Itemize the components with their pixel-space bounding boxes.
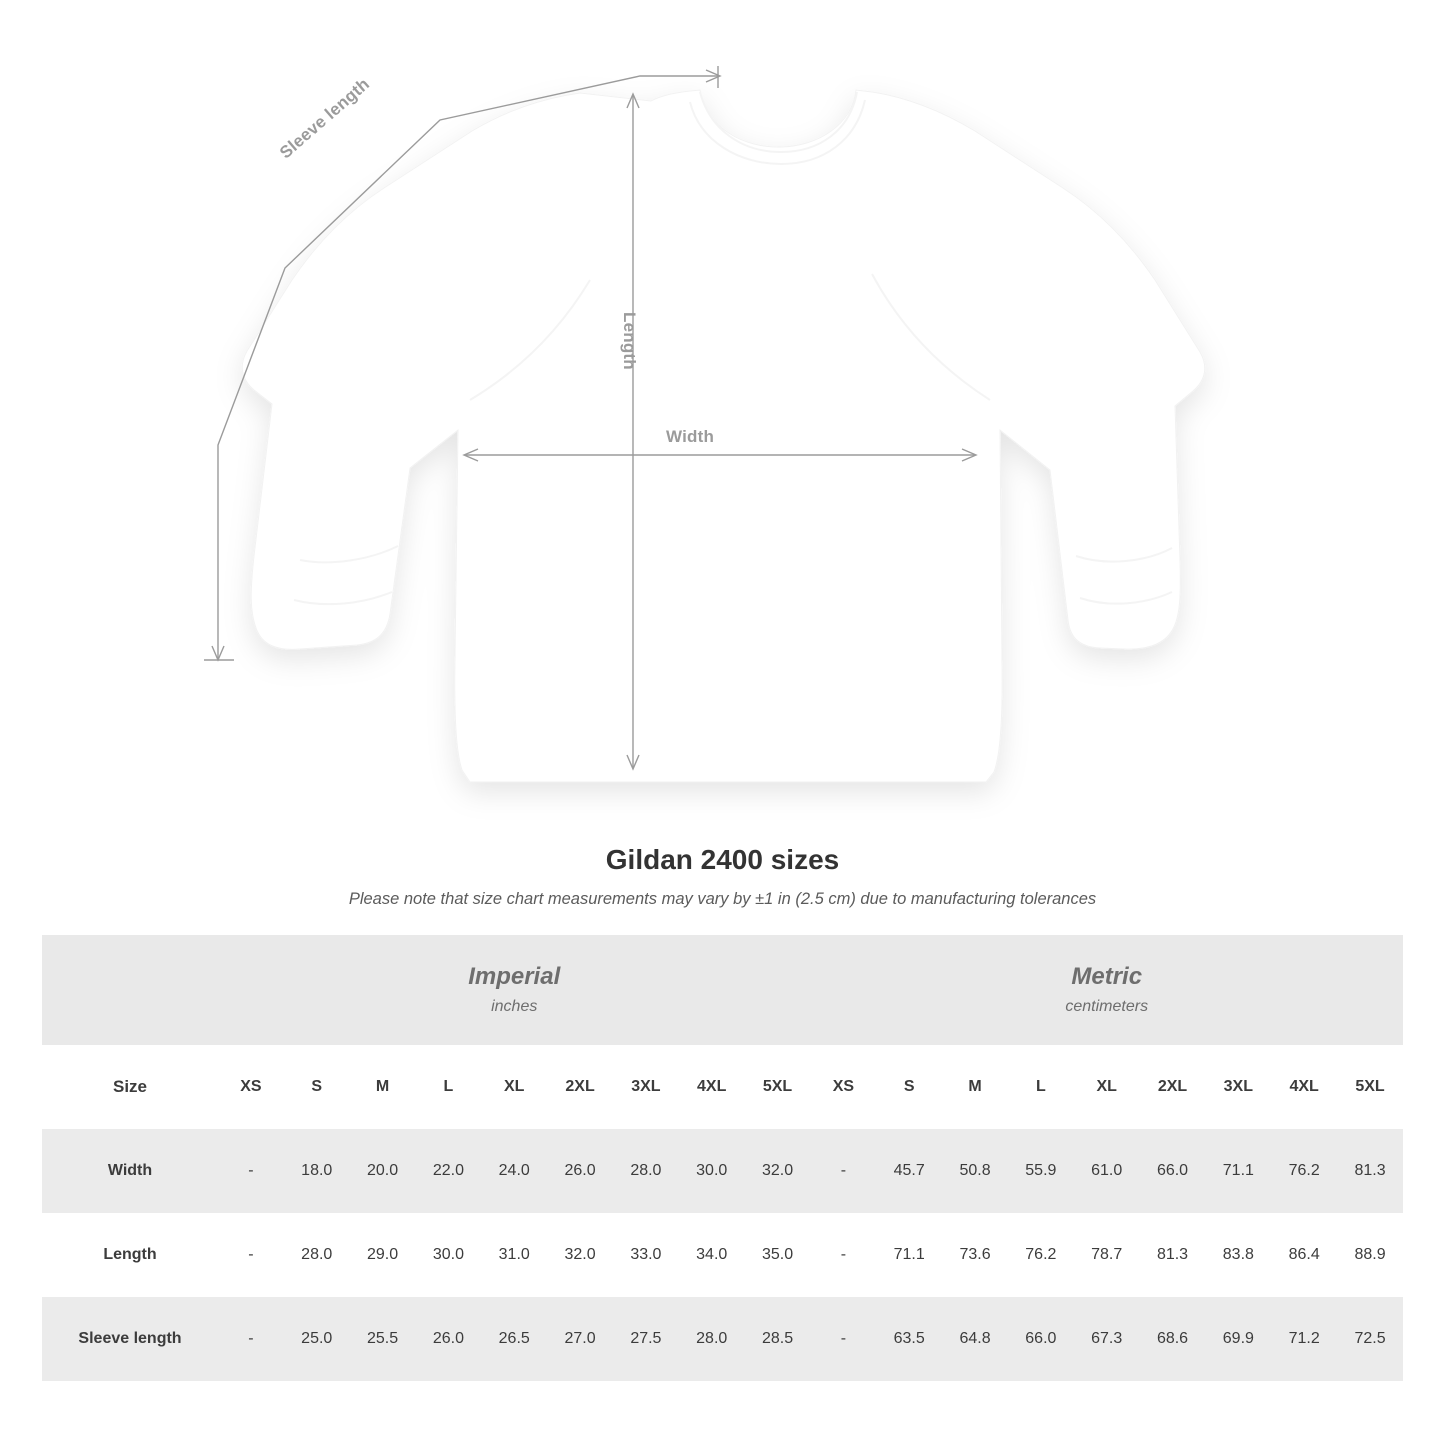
measurement-cell: 34.0	[679, 1213, 745, 1297]
size-column-header: 3XL	[613, 1045, 679, 1129]
measurement-cell: 18.0	[284, 1129, 350, 1213]
measurement-cell: 25.5	[350, 1297, 416, 1381]
measurement-cell: 71.1	[1205, 1129, 1271, 1213]
measurement-cell: 76.2	[1271, 1129, 1337, 1213]
measurement-cell: 27.0	[547, 1297, 613, 1381]
tolerance-note: Please note that size chart measurements may vary by ±1 in (2.5 cm) due to manufacturing tolerances	[348, 890, 1097, 908]
size-column-header: XS	[218, 1045, 284, 1129]
measurement-cell: 45.7	[876, 1129, 942, 1213]
table-row	[42, 1213, 1403, 1297]
measurement-row-label: Sleeve length	[42, 1297, 218, 1381]
measurement-cell: 68.6	[1140, 1297, 1206, 1381]
measurement-row-label: Length	[42, 1213, 218, 1297]
measurement-cell: 76.2	[1008, 1213, 1074, 1297]
measurement-cell: 64.8	[942, 1297, 1008, 1381]
title-block	[0, 844, 1445, 909]
width-label: Width	[666, 427, 715, 446]
unit-group-metric-name: Metric	[1071, 963, 1143, 991]
measurement-cell: 32.0	[745, 1129, 811, 1213]
measurement-cell: 66.0	[1140, 1129, 1206, 1213]
size-column-header: 2XL	[1140, 1045, 1206, 1129]
measurement-cell: 71.2	[1271, 1297, 1337, 1381]
length-label: Length	[620, 312, 639, 370]
measurement-row-label: Width	[42, 1129, 218, 1213]
measurement-cell: 22.0	[415, 1129, 481, 1213]
measurement-cell: 20.0	[350, 1129, 416, 1213]
measurement-cell: -	[810, 1297, 876, 1381]
measurement-cell: 61.0	[1074, 1129, 1140, 1213]
size-column-header: XS	[810, 1045, 876, 1129]
size-column-header: 4XL	[1271, 1045, 1337, 1129]
measurement-cell: 26.0	[547, 1129, 613, 1213]
size-column-header: M	[350, 1045, 416, 1129]
measurement-cell: 28.0	[679, 1297, 745, 1381]
table-row	[42, 1297, 1403, 1381]
size-column-header: XL	[481, 1045, 547, 1129]
measurement-cell: 30.0	[415, 1213, 481, 1297]
measurement-cell: 83.8	[1205, 1213, 1271, 1297]
measurement-cell: -	[218, 1129, 284, 1213]
shirt-shape	[242, 90, 1204, 782]
size-table-wrap	[0, 935, 1445, 1381]
size-header-cell: Size	[42, 1045, 218, 1129]
measurement-cell: 33.0	[613, 1213, 679, 1297]
measurement-cell: 32.0	[547, 1213, 613, 1297]
measurement-cell: 28.0	[284, 1213, 350, 1297]
size-column-header: 3XL	[1205, 1045, 1271, 1129]
measurement-cell: 26.5	[481, 1297, 547, 1381]
size-column-header: L	[415, 1045, 481, 1129]
measurement-cell: 69.9	[1205, 1297, 1271, 1381]
measurement-cell: 78.7	[1074, 1213, 1140, 1297]
measurement-cell: 86.4	[1271, 1213, 1337, 1297]
measurement-cell: 81.3	[1140, 1213, 1206, 1297]
size-column-header: M	[942, 1045, 1008, 1129]
table-row	[42, 1129, 1403, 1213]
measurement-cell: 67.3	[1074, 1297, 1140, 1381]
size-column-header: 4XL	[679, 1045, 745, 1129]
measurement-cell: 55.9	[1008, 1129, 1074, 1213]
unit-group-imperial	[218, 935, 810, 1045]
measurement-cell: -	[218, 1297, 284, 1381]
unit-group-row	[42, 935, 1403, 1045]
size-column-header: L	[1008, 1045, 1074, 1129]
measurement-cell: -	[810, 1129, 876, 1213]
measurement-cell: 29.0	[350, 1213, 416, 1297]
size-chart-table	[42, 935, 1403, 1381]
measurement-cell: 30.0	[679, 1129, 745, 1213]
table-header-row	[42, 1045, 1403, 1129]
unit-group-metric	[810, 935, 1403, 1045]
measurement-cell: 72.5	[1337, 1297, 1403, 1381]
size-column-header: S	[284, 1045, 350, 1129]
measurement-cell: 66.0	[1008, 1297, 1074, 1381]
unit-row-spacer	[42, 935, 218, 1045]
sleeve-length-label: Sleeve length	[276, 74, 374, 163]
size-column-header: XL	[1074, 1045, 1140, 1129]
measurement-cell: 26.0	[415, 1297, 481, 1381]
measurement-cell: 35.0	[745, 1213, 811, 1297]
page-title: Gildan 2400 sizes	[605, 844, 840, 875]
measurement-cell: -	[810, 1213, 876, 1297]
measurement-cell: 73.6	[942, 1213, 1008, 1297]
measurement-cell: 71.1	[876, 1213, 942, 1297]
measurement-cell: 27.5	[613, 1297, 679, 1381]
measurement-cell: -	[218, 1213, 284, 1297]
measurement-cell: 63.5	[876, 1297, 942, 1381]
unit-group-imperial-sub: inches	[491, 997, 538, 1015]
measurement-cell: 25.0	[284, 1297, 350, 1381]
measurement-cell: 28.5	[745, 1297, 811, 1381]
measurement-cell: 28.0	[613, 1129, 679, 1213]
measurement-cell: 24.0	[481, 1129, 547, 1213]
size-column-header: 5XL	[1337, 1045, 1403, 1129]
measurement-cell: 88.9	[1337, 1213, 1403, 1297]
measurement-cell: 31.0	[481, 1213, 547, 1297]
unit-group-imperial-name: Imperial	[468, 963, 561, 991]
size-column-header: 2XL	[547, 1045, 613, 1129]
unit-group-metric-sub: centimeters	[1065, 997, 1149, 1015]
measurement-cell: 81.3	[1337, 1129, 1403, 1213]
size-column-header: 5XL	[745, 1045, 811, 1129]
measurement-cell: 50.8	[942, 1129, 1008, 1213]
size-column-header: S	[876, 1045, 942, 1129]
